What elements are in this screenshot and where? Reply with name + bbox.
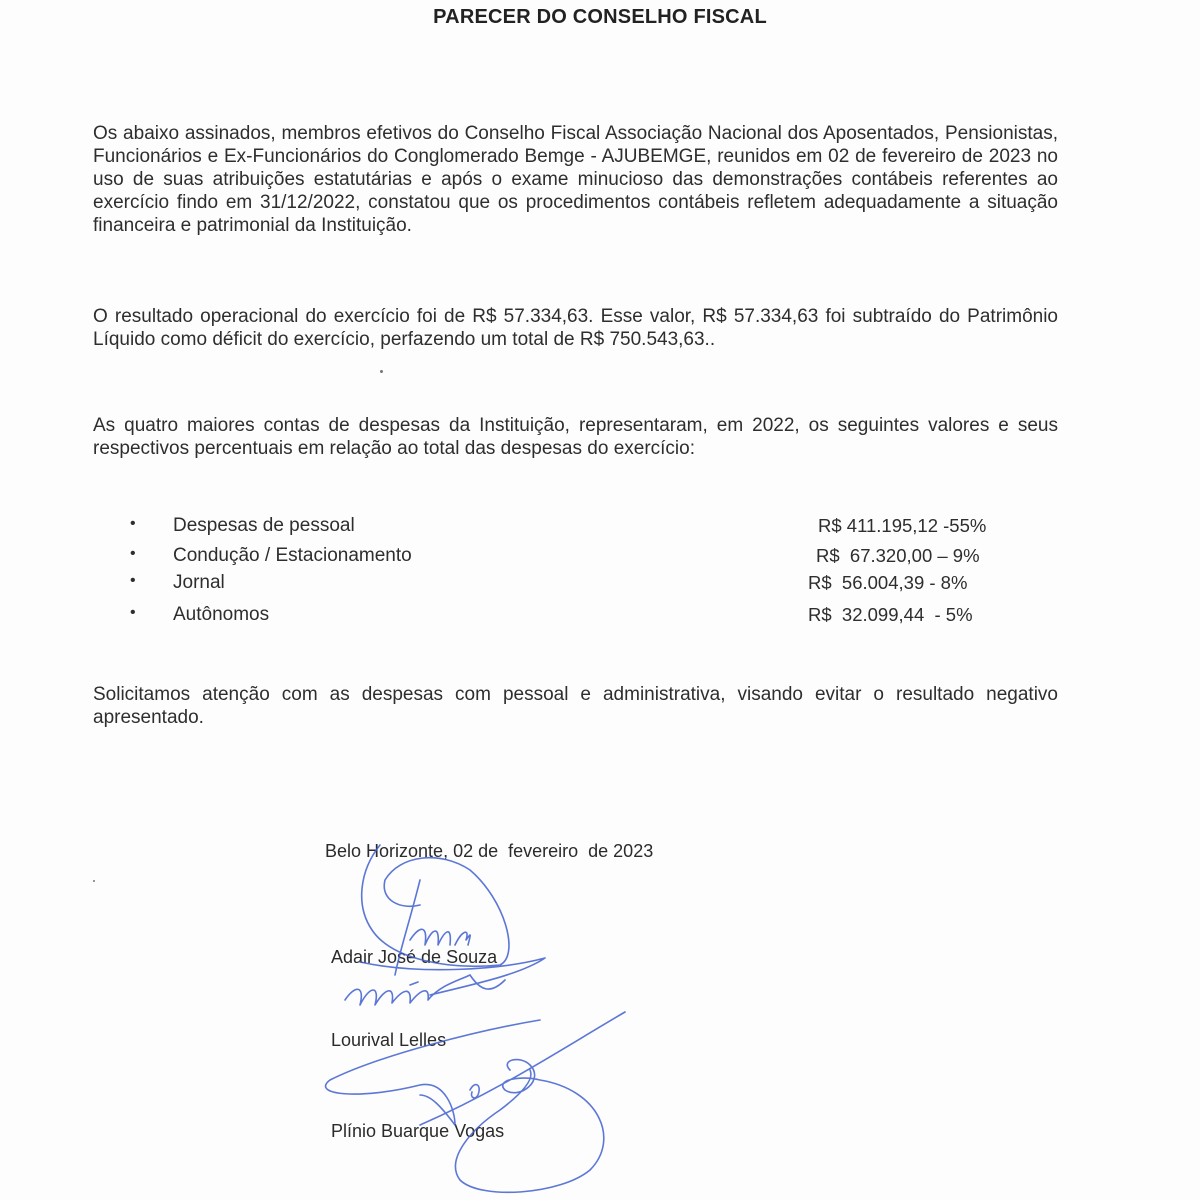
expense-amount: R$ 411.195,12 -55%: [818, 515, 987, 536]
bullet-icon: •: [130, 515, 136, 532]
list-item: [130, 572, 1030, 596]
expense-label: Jornal: [173, 572, 225, 593]
expense-amount: R$ 56.004,39 - 8%: [808, 572, 968, 593]
paragraph-recommendation: Solicitamos atenção com as despesas com pessoal e administrativa, visando evitar o resultado negativo apresentado.: [93, 684, 1058, 728]
signature-2: [345, 975, 505, 1005]
stray-dot: [380, 370, 383, 373]
bullet-icon: •: [130, 604, 136, 621]
stray-dot: [93, 880, 95, 882]
bullet-icon: •: [130, 572, 136, 589]
bullet-icon: •: [130, 545, 136, 562]
paragraph-operating-result: O resultado operacional do exercício foi de R$ 57.334,63. Esse valor, R$ 57.334,63 foi subtraído do Patrimônio Líquido como déficit do exercício, perfazendo um total de R$ 750.543,63..: [93, 306, 1058, 350]
list-item: [130, 604, 1030, 628]
signature-1: [360, 845, 545, 995]
signatory-name: Plínio Buarque Vogas: [331, 1121, 505, 1141]
list-item: [130, 515, 1030, 539]
signatory-name: Lourival Lelles: [331, 1030, 447, 1050]
paragraph-expenses-intro: As quatro maiores contas de despesas da Instituição, representaram, em 2022, os seguintes valores e seus respectivos percentuais em relação ao total das despesas do exercício:: [93, 415, 1058, 459]
place-date: Belo Horizonte, 02 de fevereiro de 2023: [325, 841, 654, 861]
expense-label: Condução / Estacionamento: [173, 545, 412, 566]
expense-label: Autônomos: [173, 604, 270, 625]
expense-amount: R$ 67.320,00 – 9%: [816, 545, 980, 566]
document-title: PARECER DO CONSELHO FISCAL: [433, 6, 767, 28]
expense-label: Despesas de pessoal: [173, 515, 355, 536]
paragraph-introduction: Os abaixo assinados, membros efetivos do Conselho Fiscal Associação Nacional dos Aposentados, Pensionistas, Funcionários e Ex-Funcionários do Conglomerado Bemge - AJUBEMGE, reunidos em 02 de fevereiro de 2023 no uso de suas atribuições estatutárias e após o exame minucioso das demonstrações contábeis referentes ao exercício findo em 31/12/2022, constatou que os procedimentos contábeis refletem adequadamente a situação financeira e patrimonial da Instituição.: [93, 123, 1058, 236]
expense-amount: R$ 32.099,44 - 5%: [808, 604, 973, 625]
signatory-name: Adair José de Souza: [331, 947, 498, 967]
list-item: [130, 545, 1030, 569]
